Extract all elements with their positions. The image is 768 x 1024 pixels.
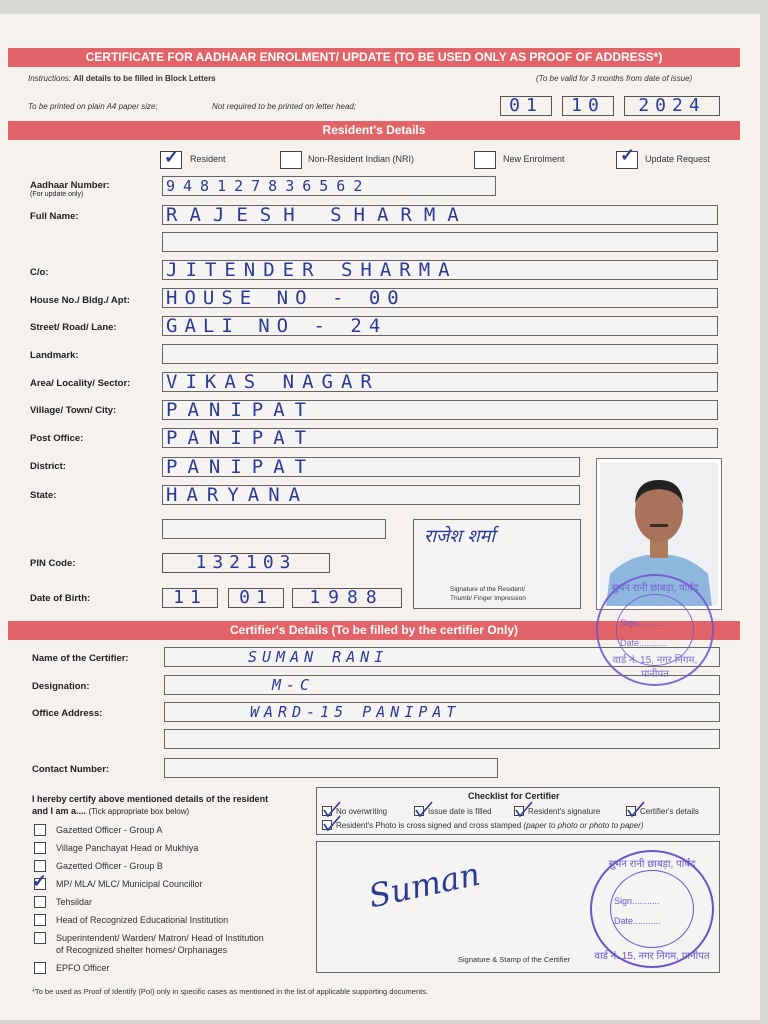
role-panchayat: Village Panchayat Head or Mukhiya	[56, 843, 199, 853]
certifier-band: Certifier's Details (To be filled by the certifier Only)	[8, 621, 740, 640]
role-checkbox-panchayat[interactable]	[34, 842, 46, 854]
role-checkbox-epfo[interactable]	[34, 962, 46, 974]
full-name-field-2[interactable]	[162, 232, 718, 252]
office-address-value: WARD-15 PANIPAT	[250, 703, 461, 721]
form-title: CERTIFICATE FOR AADHAAR ENROLMENT/ UPDATE (TO BE USED ONLY AS PROOF OF ADDRESS*)	[8, 48, 740, 67]
state-label: State:	[30, 490, 57, 501]
role-checkbox-tehsildar[interactable]	[34, 896, 46, 908]
checklist-item: Certifier's details	[640, 807, 699, 816]
letterhead-note: Not required to be printed on letter head;	[212, 102, 357, 111]
extra-field[interactable]	[162, 519, 386, 539]
stamp-date-text: Date...........	[620, 638, 667, 648]
option-update-request: Update Request	[645, 154, 711, 164]
area-value: VIKAS NAGAR	[166, 371, 380, 393]
full-name-label: Full Name:	[30, 211, 79, 222]
dob-month-field[interactable]: 01	[228, 588, 284, 608]
role-superintendent: Superintendent/ Warden/ Matron/ Head of Institution	[56, 933, 264, 943]
district-value: PANIPAT	[166, 456, 317, 478]
resident-signature-caption-1: Signature of the Resident/	[450, 586, 526, 593]
house-label: House No./ Bldg./ Apt:	[30, 295, 130, 306]
issue-date-day[interactable]: 01	[500, 96, 552, 116]
stamp-sign-text: Sign...........	[620, 618, 666, 628]
role-tehsildar: Tehsildar	[56, 897, 93, 907]
role-checkbox-education[interactable]	[34, 914, 46, 926]
resident-band: Resident's Details	[8, 121, 740, 140]
certifier-stamp	[590, 850, 714, 968]
role-checkbox-gazetted-a[interactable]	[34, 824, 46, 836]
instructions: Instructions: All details to be filled in Block Letters	[28, 74, 216, 83]
option-resident: Resident	[190, 154, 226, 164]
role-epfo: EPFO Officer	[56, 963, 110, 973]
house-value: HOUSE NO - 00	[166, 287, 406, 309]
village-label: Village/ Town/ City:	[30, 405, 117, 416]
dob-year-field[interactable]: 1988	[292, 588, 402, 608]
co-label: C/o:	[30, 267, 49, 278]
checklist-item: No overwriting	[336, 807, 388, 816]
stamp-top-text: सुमन रानी छाबड़ा, पार्षद	[608, 859, 696, 870]
stamp-top-text: सुमन रानी छाबड़ा, पार्षद	[611, 583, 699, 594]
print-note: To be printed on plain A4 paper size;	[28, 102, 158, 111]
role-superintendent-2: of Recognized shelter homes/ Orphanages	[56, 945, 228, 955]
dob-day-field[interactable]: 11	[162, 588, 218, 608]
photo-cross-stamp	[596, 574, 714, 686]
resident-signature: राजेश शर्मा	[424, 526, 496, 547]
area-label: Area/ Locality/ Sector:	[30, 378, 131, 389]
checklist-item: Resident's signature	[528, 807, 601, 816]
office-address-field-2[interactable]	[164, 729, 720, 749]
checklist-ticks-icon	[316, 800, 720, 840]
certifier-name-value: SUMAN RANI	[248, 648, 389, 666]
district-label: District:	[30, 461, 66, 472]
contact-label: Contact Number:	[32, 764, 110, 775]
stamp-bottom-text: वार्ड नं. 15, नगर निगम, पानीपत	[594, 951, 710, 962]
contact-field[interactable]	[164, 758, 498, 778]
stamp-date-text: Date...........	[614, 916, 661, 926]
certificate-page	[0, 14, 760, 1020]
certify-heading: I hereby certify above mentioned details of the resident	[32, 794, 269, 804]
checklist-item: Issue date is filled	[428, 807, 492, 816]
stamp-bottom-text: वार्ड नं. 15, नगर निगम, पानीपत	[612, 655, 698, 680]
aadhaar-label: Aadhaar Number: (For update only)	[30, 180, 110, 198]
post-office-label: Post Office:	[30, 433, 84, 444]
nri-checkbox[interactable]	[280, 151, 302, 169]
pin-label: PIN Code:	[30, 558, 76, 569]
landmark-field[interactable]	[162, 344, 718, 364]
landmark-label: Landmark:	[30, 350, 79, 361]
issue-date-year[interactable]: 2024	[624, 96, 720, 116]
validity-note: (To be valid for 3 months from date of issue)	[536, 74, 693, 83]
tick-icon: ✓	[164, 147, 180, 167]
tick-icon: ✓	[32, 871, 48, 891]
new-enrolment-checkbox[interactable]	[474, 151, 496, 169]
aadhaar-value: 948127836562	[166, 177, 371, 195]
office-address-label: Office Address:	[32, 708, 103, 719]
village-value: PANIPAT	[166, 399, 317, 421]
co-value: JITENDER SHARMA	[166, 259, 458, 281]
pin-field[interactable]: 132103	[162, 553, 330, 573]
issue-date-month[interactable]: 10	[562, 96, 614, 116]
post-office-value: PANIPAT	[166, 427, 317, 449]
designation-value: M-C	[272, 676, 315, 694]
role-gazetted-b: Gazetted Officer - Group B	[56, 861, 163, 871]
role-checkbox-superintendent[interactable]	[34, 932, 46, 944]
role-education: Head of Recognized Educational Institution	[56, 915, 229, 925]
certifier-name-label: Name of the Certifier:	[32, 653, 129, 664]
full-name-value: RAJESH SHARMA	[166, 204, 471, 226]
role-councillor: MP/ MLA/ MLC/ Municipal Councillor	[56, 879, 203, 889]
tick-icon: ✓	[620, 145, 636, 165]
certifier-signature-caption: Signature & Stamp of the Certifier	[458, 955, 571, 964]
stamp-sign-text: Sign...........	[614, 896, 660, 906]
state-value: HARYANA	[166, 484, 310, 506]
resident-signature-caption-2: Thumb/ Finger Impression	[450, 595, 526, 602]
footer-note: *To be used as Proof of Identify (PoI) only in specific cases as mentioned in the list of applicable supporting documents.	[32, 987, 429, 996]
checklist-item: Resident's Photo is cross signed and cross stamped (paper to photo or photo to paper)	[336, 821, 644, 830]
street-value: GALI NO - 24	[166, 315, 388, 337]
certify-heading-2: and I am a.... (Tick appropriate box below)	[32, 806, 190, 816]
certifier-signature: Suman	[365, 854, 484, 916]
option-new-enrolment: New Enrolment	[503, 154, 565, 164]
option-nri: Non-Resident Indian (NRI)	[308, 154, 415, 164]
designation-label: Designation:	[32, 681, 90, 692]
dob-label: Date of Birth:	[30, 593, 91, 604]
role-gazetted-a: Gazetted Officer - Group A	[56, 825, 163, 835]
street-label: Street/ Road/ Lane:	[30, 322, 117, 333]
checklist-title: Checklist for Certifier	[468, 791, 560, 801]
